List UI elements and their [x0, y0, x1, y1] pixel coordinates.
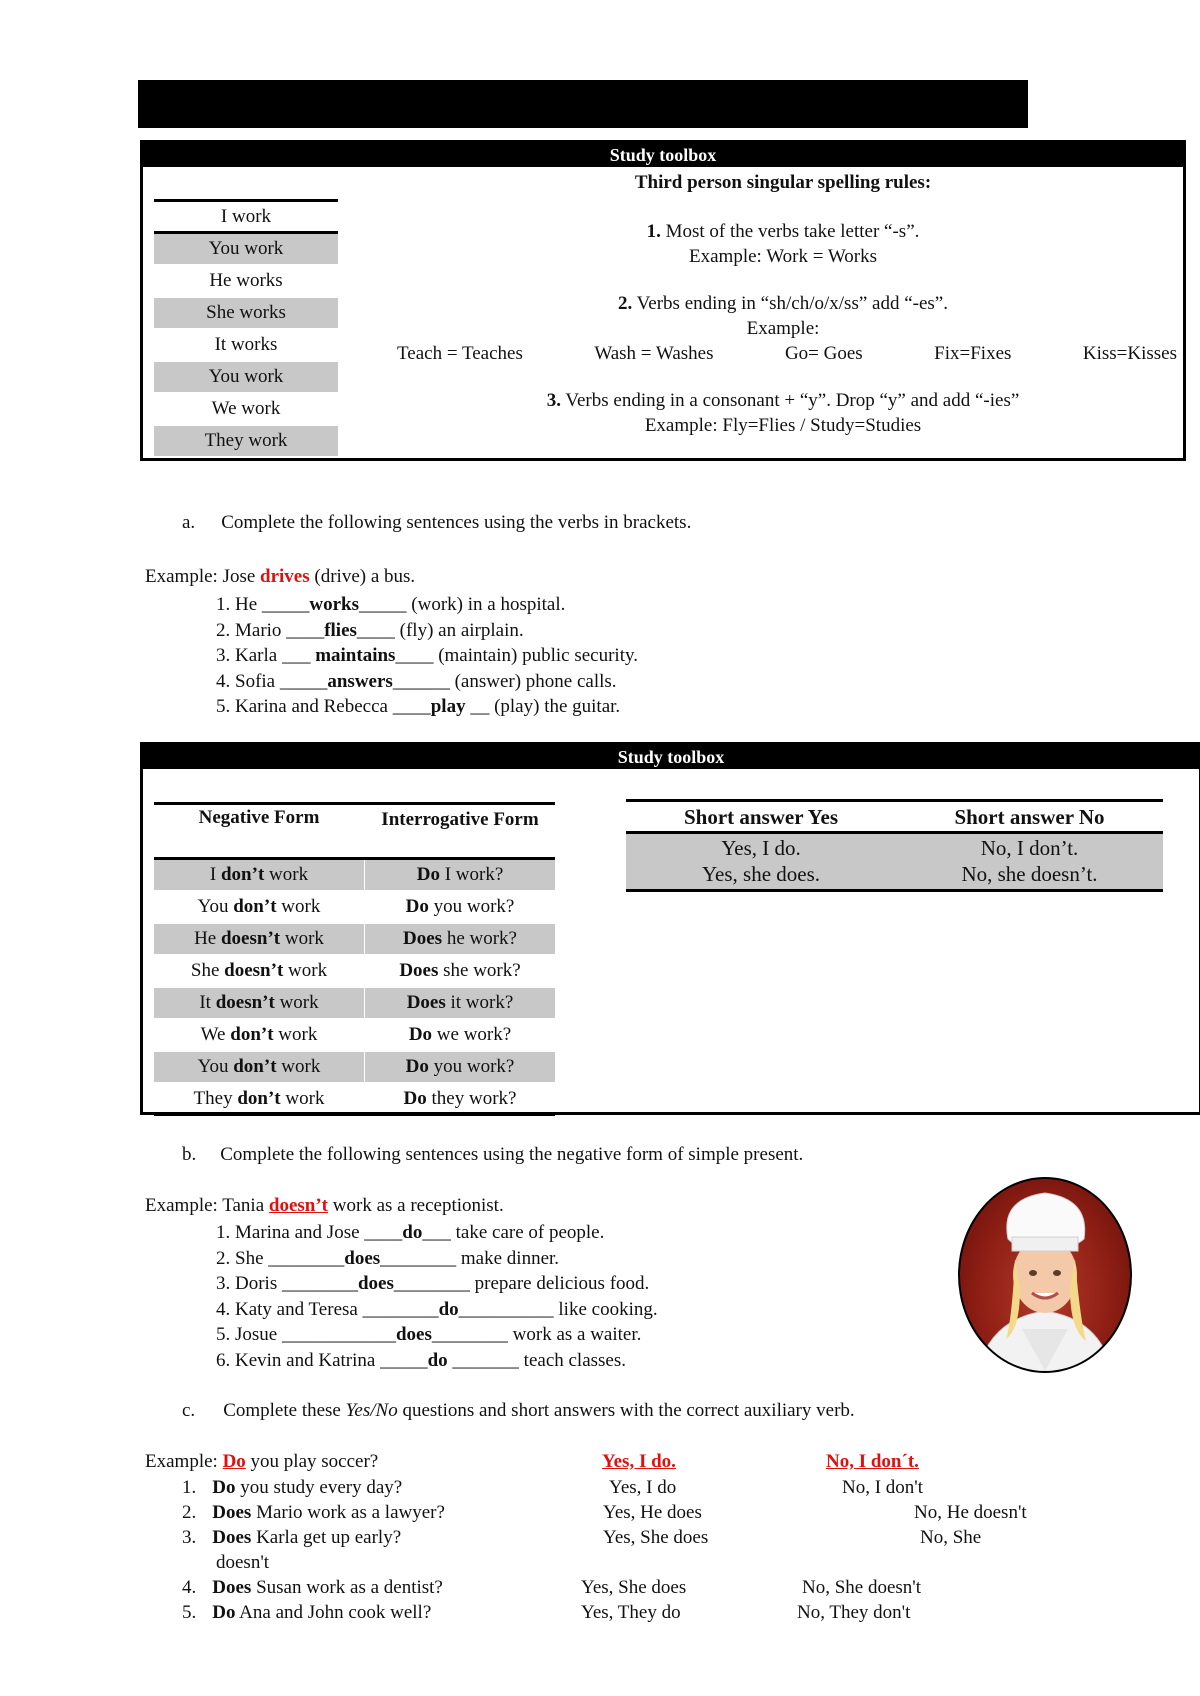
example-fix: Fix=Fixes	[934, 343, 1012, 364]
interrogative-cell: Do you work?	[365, 1052, 555, 1082]
exercise-c-example: Example: Do you play soccer?	[145, 1451, 379, 1472]
rule-2-example-label: Example:	[746, 318, 820, 339]
exercise-a-example: Example: Jose drives (drive) a bus.	[145, 566, 416, 587]
study-toolbox-1	[140, 140, 1186, 461]
negative-cell: We don’t work	[200, 1024, 318, 1045]
list-item: 1. He _____works_____ (work) in a hospital.	[216, 594, 566, 615]
no-cell: No, she doesn’t.	[961, 862, 1098, 886]
example-no-answer: No, I don´t.	[826, 1451, 919, 1472]
c-item-4-no: No, She doesn't	[802, 1577, 922, 1598]
yes-cell: Yes, I do.	[721, 836, 801, 860]
chef-photo	[958, 1177, 1132, 1373]
c-item-5-yes: Yes, They do	[581, 1602, 681, 1623]
interrogative-cell: Do they work?	[403, 1088, 517, 1109]
rule-3-example: Example: Fly=Flies / Study=Studies	[644, 415, 922, 436]
conj-row: She works	[154, 298, 338, 328]
c-item-3-no: No, She	[920, 1527, 982, 1548]
list-item: 4. Katy and Teresa ________do__________ like cooking.	[216, 1298, 658, 1320]
negative-cell: They don’t work	[193, 1088, 325, 1109]
toolbox-title: Study toolbox	[143, 745, 1199, 769]
negative-cell: I don’t work	[154, 860, 364, 890]
c-item-4-yes: Yes, She does	[581, 1577, 687, 1598]
chef-illustration	[960, 1179, 1130, 1371]
negative-cell: It doesn’t work	[154, 988, 364, 1018]
c-item-3: 3. Does Karla get up early?	[182, 1527, 402, 1548]
conj-row: He works	[209, 270, 283, 291]
conjugation-table	[154, 199, 338, 456]
short-row	[626, 835, 1163, 861]
list-item: 4. Sofia _____answers______ (answer) phone calls.	[216, 670, 617, 692]
header-bar	[138, 80, 1028, 128]
c-item-1-no: No, I don't	[842, 1477, 924, 1498]
interrogative-cell: Do we work?	[408, 1024, 512, 1045]
short-header	[626, 802, 1163, 834]
rules-title: Third person singular spelling rules:	[634, 172, 932, 193]
neg-int-row	[154, 956, 555, 986]
interrogative-header: Interrogative Form	[381, 809, 539, 830]
example-yes-answer: Yes, I do.	[602, 1451, 676, 1472]
neg-int-row	[154, 924, 555, 954]
no-header: Short answer No	[954, 805, 1105, 829]
table-header	[154, 805, 555, 860]
neg-int-row	[154, 1084, 555, 1116]
interrogative-cell: Does it work?	[365, 988, 555, 1018]
interrogative-cell: Does he work?	[365, 924, 555, 954]
yes-cell: Yes, she does.	[701, 862, 821, 886]
exercise-b-list	[216, 1220, 658, 1373]
short-body	[626, 834, 1163, 889]
neg-int-row	[154, 988, 555, 1018]
study-toolbox-2	[140, 742, 1200, 1115]
neg-int-row	[154, 1020, 555, 1050]
conj-row: You work	[154, 362, 338, 392]
list-item: 2. Mario ____flies____ (fly) an airplain.	[216, 619, 524, 641]
example-kiss: Kiss=Kisses	[1082, 343, 1177, 364]
list-item: 5. Karina and Rebecca ____play __ (play) the guitar.	[216, 696, 621, 717]
rule-1-example: Example: Work = Works	[689, 246, 877, 267]
c-item-5: 5. Do Ana and John cook well?	[182, 1602, 432, 1623]
neg-int-row	[154, 860, 555, 890]
conj-row: It works	[214, 334, 278, 355]
interrogative-cell: Do I work?	[365, 860, 555, 890]
spelling-rules	[383, 170, 1183, 438]
c-item-2-no: No, He doesn't	[914, 1502, 1027, 1523]
c-item-5-no: No, They don't	[797, 1602, 911, 1623]
c-item-4: 4. Does Susan work as a dentist?	[182, 1577, 443, 1598]
no-cell: No, I don’t.	[980, 836, 1079, 860]
c-item-1-yes: Yes, I do	[609, 1477, 677, 1498]
conj-row: I work	[154, 202, 338, 234]
example-go: Go= Goes	[784, 343, 863, 364]
c-item-3-yes: Yes, She does	[603, 1527, 709, 1548]
negative-cell: She doesn’t work	[190, 960, 328, 981]
list-item: 3. Karla ___ maintains____ (maintain) public security.	[216, 645, 638, 666]
exercise-a-instruction: a. Complete the following sentences using the verbs in brackets.	[182, 512, 692, 533]
rule-2-examples	[383, 341, 1183, 366]
list-item: 1. Marina and Jose ____do___ take care of people.	[216, 1222, 605, 1243]
exercise-b-example: Example: Tania doesn’t work as a receptionist.	[145, 1195, 504, 1216]
rule-3: 3. Verbs ending in a consonant + “y”. Drop “y” and add “-ies”	[546, 390, 1020, 411]
exercise-b-instruction: b. Complete the following sentences using the negative form of simple present.	[182, 1144, 804, 1165]
negative-cell: You don’t work	[154, 1052, 364, 1082]
example-wash: Wash = Washes	[594, 343, 714, 364]
example-teach: Teach = Teaches	[397, 343, 523, 364]
negative-cell: He doesn’t work	[154, 924, 364, 954]
neg-int-row	[154, 1052, 555, 1082]
c-item-2: 2. Does Mario work as a lawyer?	[182, 1502, 445, 1523]
rule-2: 2. Verbs ending in “sh/ch/o/x/ss” add “-es”.	[618, 293, 948, 314]
negative-header: Negative Form	[198, 807, 320, 828]
neg-int-row	[154, 892, 555, 922]
exercise-c-instruction: c. Complete these Yes/No questions and short answers with the correct auxiliary verb.	[182, 1400, 855, 1421]
conj-row: We work	[211, 398, 281, 419]
negative-interrogative-table	[154, 802, 555, 1116]
interrogative-cell: Does she work?	[399, 960, 521, 981]
conj-row: You work	[154, 234, 338, 264]
short-row	[626, 861, 1163, 887]
list-item: 3. Doris ________does________ prepare delicious food.	[216, 1273, 650, 1294]
exercise-a-list	[216, 592, 638, 720]
c-item-3-wrap: doesn't	[216, 1552, 270, 1573]
toolbox-title: Study toolbox	[143, 143, 1183, 167]
short-answer-table	[626, 799, 1163, 892]
negative-cell: You don’t work	[197, 896, 321, 917]
interrogative-cell: Do you work?	[405, 896, 515, 917]
yes-header: Short answer Yes	[683, 805, 838, 829]
list-item: 2. She ________does________ make dinner.	[216, 1247, 560, 1269]
list-item: 5. Josue ____________does________ work as a waiter.	[216, 1324, 642, 1345]
rule-1: 1. Most of the verbs take letter “-s”.	[646, 221, 920, 242]
list-item: 6. Kevin and Katrina _____do _______ teach classes.	[216, 1349, 627, 1371]
c-item-2-yes: Yes, He does	[603, 1502, 702, 1523]
conj-row: They work	[154, 426, 338, 456]
c-item-1: 1. Do you study every day?	[182, 1477, 403, 1498]
